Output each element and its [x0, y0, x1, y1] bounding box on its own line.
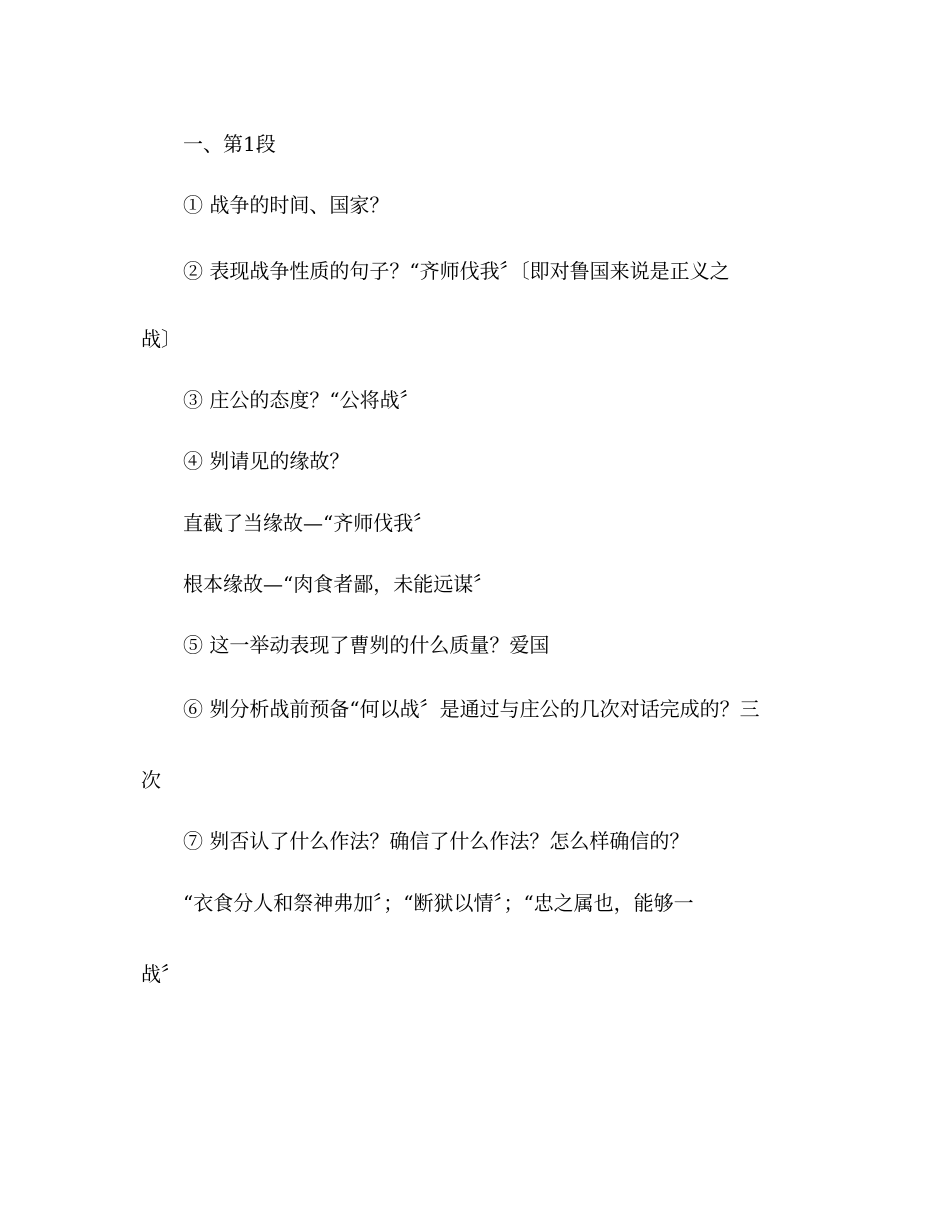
question-6-continued: 次 — [141, 768, 161, 792]
question-7: ⑦ 刿否认了什么作法？确信了什么作法？怎么样确信的？ — [183, 829, 690, 853]
section-heading: 一、第1段 — [183, 132, 276, 156]
question-6: ⑥ 刿分析战前预备“何以战〞是通过与庄公的几次对话完成的？三 — [183, 697, 760, 721]
answer-4-direct-reason: 直截了当缘故—“齐师伐我〞 — [183, 511, 434, 535]
answer-4-root-reason: 根本缘故—“肉食者鄙，未能远谋〞 — [183, 572, 494, 596]
question-5: ⑤ 这一举动表现了曹刿的什么质量？爱国 — [183, 633, 550, 657]
question-4: ④ 刿请见的缘故？ — [183, 449, 350, 473]
answer-7-continued: 战〞 — [141, 962, 181, 986]
question-1: ① 战争的时间、国家？ — [183, 193, 390, 217]
question-2-continued: 战〕 — [141, 327, 181, 351]
answer-7: “衣食分人和祭神弗加〞；“断狱以情〞；“忠之属也，能够一 — [183, 891, 694, 915]
question-2: ② 表现战争性质的句子？“齐师伐我〞〔即对鲁国来说是正义之 — [183, 259, 730, 283]
question-3: ③ 庄公的态度？“公将战〞 — [183, 388, 420, 412]
